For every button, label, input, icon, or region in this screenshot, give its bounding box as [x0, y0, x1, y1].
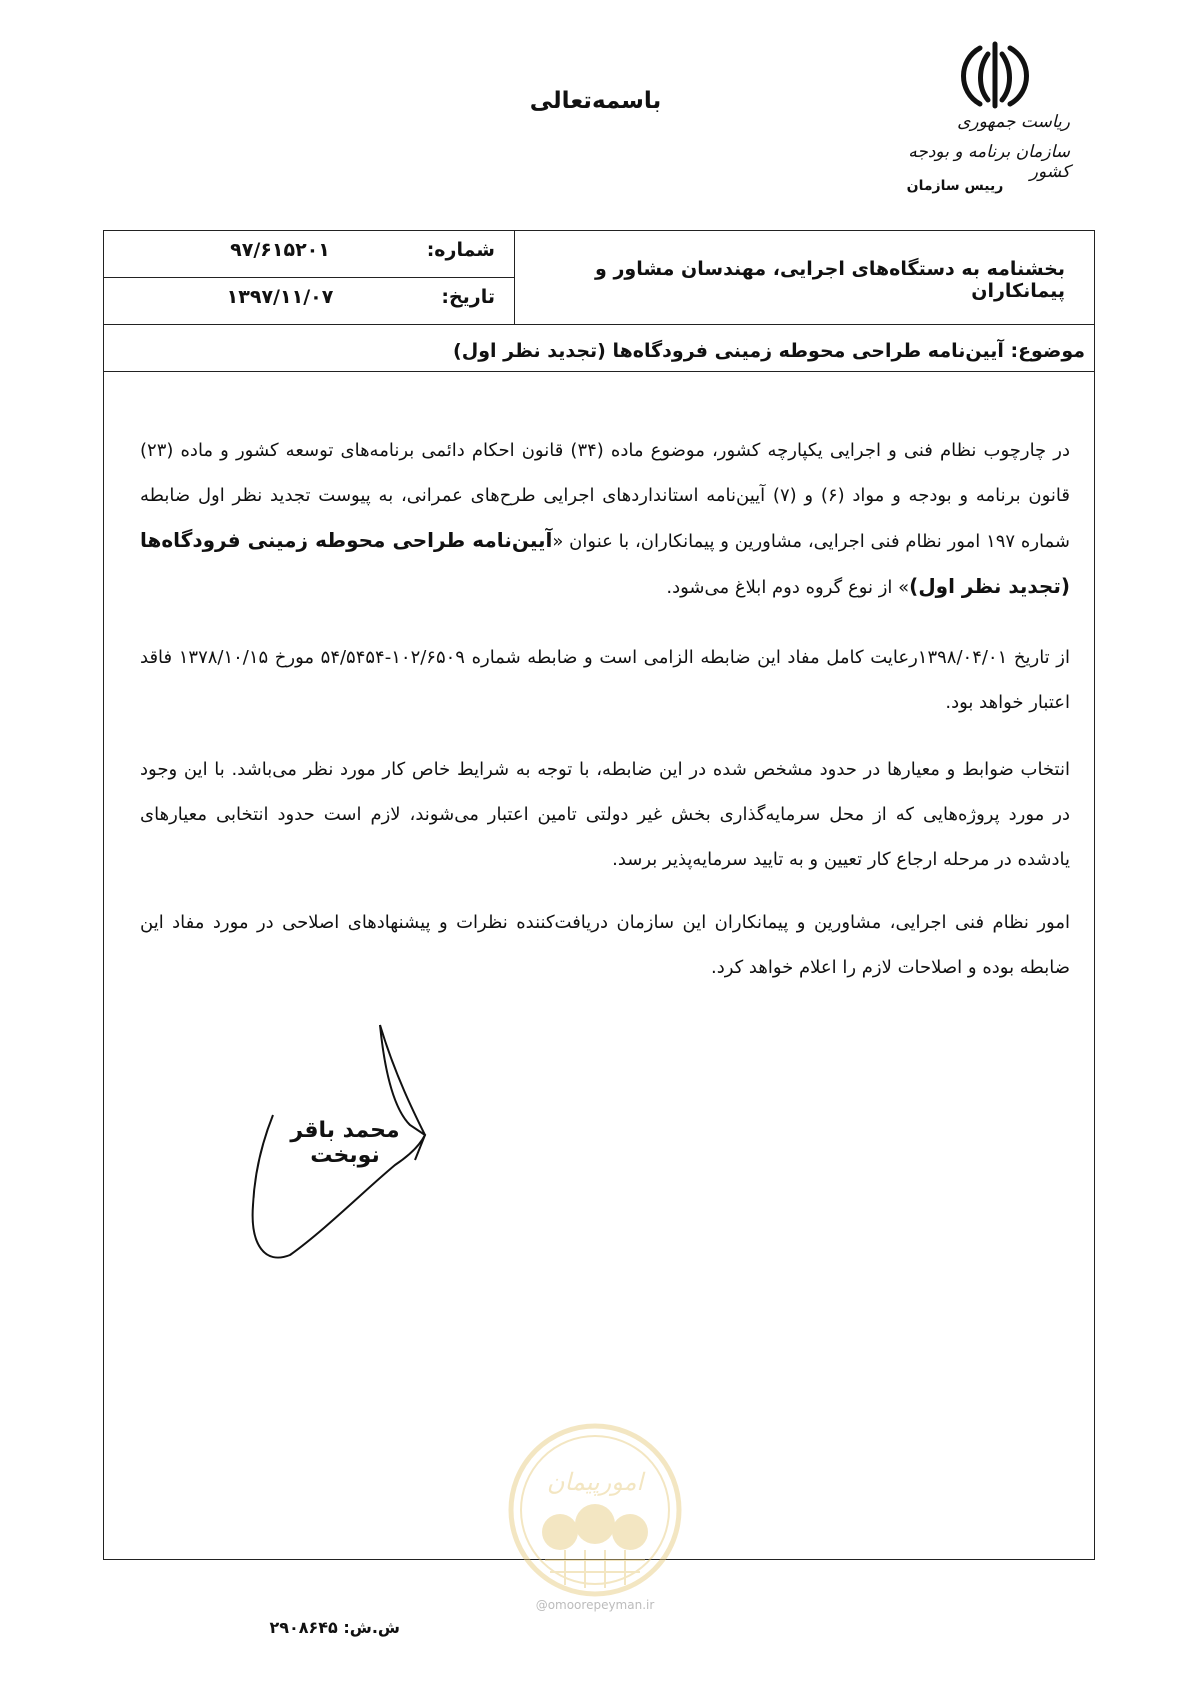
paragraph-1 [140, 428, 1070, 610]
iran-emblem-icon [950, 40, 1040, 112]
number-value: ۹۷/۶۱۵۲۰۱ [230, 239, 330, 261]
meta-divider [104, 277, 514, 278]
signer-name: محمد باقر نوبخت [290, 1118, 400, 1168]
bismillah-heading: باسمه‌تعالی [529, 88, 662, 114]
subject-line: موضوع: آیین‌نامه طراحی محوطه زمینی فرودگاه‌ها (تجدید نظر اول) [453, 340, 1085, 362]
addressee: بخشنامه به دستگاه‌های اجرایی، مهندسان مشاور و پیمانکاران [595, 258, 1065, 302]
date-value: ۱۳۹۷/۱۱/۰۷ [226, 286, 334, 308]
serial-number: ش.ش: ۲۹۰۸۶۴۵ [269, 1618, 400, 1637]
header-divider-vertical [514, 231, 515, 324]
paragraph-2: از تاریخ ۱۳۹۸/۰۴/۰۱رعایت کامل مفاد این ضابطه الزامی است و ضابطه شماره ۱۰۲/۶۵۰۹-۵۴/۵۴۵۴ مورخ ۱۳۷۸/۱۰/۱۵ فاقد اعتبار خواهد بود. [140, 647, 1070, 713]
watermark-text: امورپیمان [546, 1468, 644, 1496]
number-label: شماره: [426, 239, 495, 261]
logo-line-head: رییس سازمان [906, 178, 1004, 194]
date-label: تاریخ: [441, 286, 495, 308]
paragraph-3: انتخاب ضوابط و معیارها در حدود مشخص شده در این ضابطه، با توجه به شرایط خاص کار مورد نظر می‌باشد. با این وجود در مورد پروژه‌هایی که از محل سرمایه‌گذاری بخش غیر دولتی تامین اعتبار می‌شوند، لازم است حدود انتخابی معیارهای یادشده در مرحله ارجاع کار تعیین و به تایید سرمایه‌پذیر برسد. [140, 759, 1070, 870]
header-divider [104, 324, 1094, 325]
paragraph-1-intro: در چارچوب نظام فنی و اجرایی یکپارچه کشور، موضوع ماده (۳۴) قانون احکام دائمی برنامه‌های توسعه کشور و ماده (۲۳) قانون برنامه و بودجه و مواد (۶) و (۷) آیین‌نامه استانداردهای اجرایی طرح‌های عمرانی، به پیوست تجدید نظر اول ضابطه شماره ۱۹۷ امور نظام فنی اجرایی، مشاورین و پیمانکاران، با عنوان « [140, 440, 1071, 552]
watermark-seal-icon [505, 1420, 685, 1600]
logo-line-presidency: ریاست جمهوری [957, 112, 1070, 132]
logo-line-organization: سازمان برنامه و بودجه کشور [908, 142, 1070, 182]
paragraph-1-title: آیین‌نامه طراحی محوطه زمینی فرودگاه‌ها (تجدید نظر اول) [140, 528, 1070, 598]
paragraph-4: امور نظام فنی اجرایی، مشاورین و پیمانکاران این سازمان دریافت‌کننده نظرات و پیشنهادهای اصلاحی در مورد مفاد این ضابطه بوده و اصلاحات لازم را اعلام خواهد کرد. [140, 912, 1070, 978]
subject-divider [104, 371, 1094, 372]
watermark-url: @omoorepeyman.ir [535, 1598, 655, 1612]
paragraph-1-outro: » از نوع گروه دوم ابلاغ می‌شود. [666, 577, 910, 598]
